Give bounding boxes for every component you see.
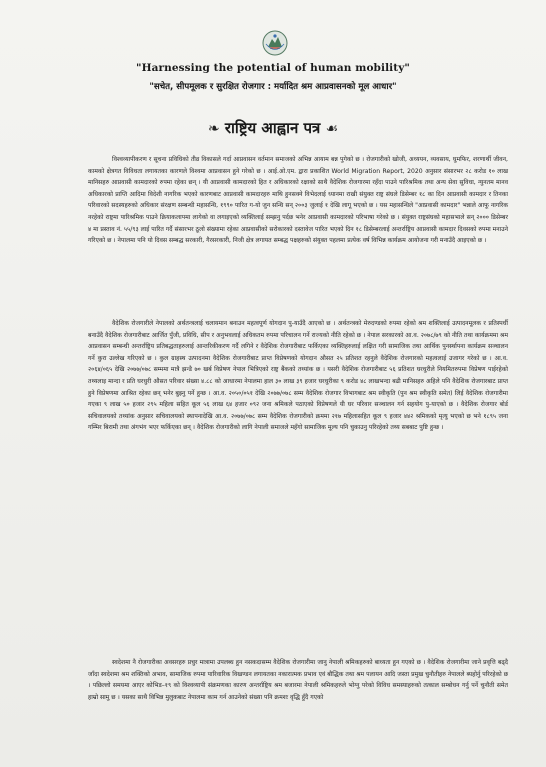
body-paragraph: वैदेशिक रोजगारीले नेपालको अर्थतन्त्रलाई चलायमान बनाउन महत्वपूर्ण योगदान पु-याउँदै आएको छ । अर्थतन्त्रको मेरुदण्डको रुपमा रहेको श्रम शक्तिलाई उत्पादनमूलक र प्रतिस्पर्धी बनाउँदै वैदेशिक रोजगारीबाट आर्जित पुँजी, प्रविधि, सीप र अनुभवलाई अधिकतम रुपमा परिचालन गर्ने राज्यको नीति रहेको छ । नेपाल सरकारको आ.व. २०७८/७९ को नीति तथा कार्यक्रममा श्रम आप्रवासन सम्बन्धी अन्तर्राष्ट्रिय प्रतिबद्धताहरुलाई आन्तरिकीकरण गर्दै लगिने र वैदेशिक रोजगारीबाट फर्किएका व्यक्तिहरुलाई लक्षित गरी सामाजिक तथा आर्थिक पुनर्स्थापना कार्यक्रम सञ्चालन गर्ने कुरा उल्लेख गरिएको छ । कुल ग्राहस्थ उत्पादनमा वैदेशिक रोजगारीबाट प्राप्त विप्रेषणको योगदान औसत २५ प्रतिशत रहनुले वैदेशिक रोजगारको महत्वलाई उजागर गरेको छ । आ.व. २०६४/०६५ देखि २०७७/०७८ सम्ममा मात्रै झन्डै ७० खर्ब विप्रेषण नेपाल भित्रिएको राष्ट्र बैंकको तथ्यांक छ । यसरी वैदेशिक रोजगारीबाट ५६ प्रतिशत घरधुरीले नियमितरुपमा विप्रेषण पाईरहेको तथ्यलाइ मान्दा र प्रति घरधुरी औसत परिवार संख्या ४.८८ को आधारमा नेपालमा हाल ३० लाख ३९ हजार घरधुरीका ९ करोड ४८ लाखभन्दा बढी मानिसहरु अहिले पनि वैदेशिक रोजगारबाट प्राप्त हुने विप्रेषणमा आश्रित रहेका छन् भनेर बुझ्नु पर्ने हुन्छ । आ.व. २०५०/०५१ देखि २०७७/०७८ सम्म वैदेशिक रोजगार विभागबाट श्रम स्वीकृति (पुन श्रम स्वीकृति समेत) लिई वैदेशिक रोजगारीमा गएका ९ लाख ५० हजार २९५ महिला सहित कूल ५६ लाख ६४ हजार ०९२ जना श्रमिकले पठाएको विप्रेषणले यी घर परिवार सञ्चालन गर्न सहयोग पु-याएको छ । वैदेशिक रोजगार बोर्ड सचिवालयको तथ्यांक अनुसार सचिवालयको स्थापनादेखि आ.व. २०७७/०७८ सम्म वैदेशिक रोजगारीको क्रममा २१७ महिलासहित कूल ९ हजार ४४२ श्रमिकको मृत्यु भएको छ भने १८९५ जना गम्भिर बिरामी तथा अंगभंग भएर फर्किएका छन् । वैदेशिक रोजगारीको लागि नेपाली समाजले महँगो सामाजिक मूल्य पनि चुकाउनु परिरहेको तथ्य सबबाट पुष्टि हुन्छ ।: [88, 320, 508, 432]
motto-heading: "Harnessing the potential of human mobility": [136, 62, 410, 74]
ornament-left-icon: ❧: [207, 121, 220, 137]
document-title-text: राष्ट्रिय आह्वान पत्र: [224, 119, 321, 137]
body-paragraph: विश्वव्यापीकरण र सूचना प्रविधिको तीव्र विकासले गर्दा आप्रवासन वर्तमान समाजको अभिन्न आयाम बन्न पुगेको छ । रोजगारीको खोजी, अध्ययन, व्यवसाय, घुमफिर, शरणार्थी जीवन, कामको क्षेत्रगत विविधता लगायतका कारणले विश्वमा आप्रवासन हुने गरेको छ । आई.ओ.एम. द्वारा प्रकाशित World Migration Report, 2020 अनुसार संसारभर २८ करोड १० लाख मानिसहरु आप्रवासी कामदारको रुपमा रहेका छन् । यी आप्रवासी कामदारको हित र अधिकारको रक्षाको साथै वैदेशिक रोजगारमा रहँदा पाउने पारिश्रमिक तथा अन्य सेवा सुविधा, न्युनतम मानव अधिकारको प्राप्ति आदिमा विदेशी नागरिक भएको कारणबाट आप्रवासी कामदारहरु माथि हुनसक्ने विभेदलाई ध्यानमा राखी संयुक्त राष्ट्र संघले डिसेम्बर १८ का दिन आप्रवासी कामदार र तिनका परिवारको सदस्यहरुको अधिकार संरक्षण सम्बन्धी महासन्धि, १९९० पारित ग-यो जुन सन्धि सन् २००३ जुलाई १ देखि लागू भएको छ । यस महासन्धिले "आप्रवासी कामदार" भन्नाले आफू नागरिक नरहेको राष्ट्रमा पारिश्रमिक पाउने क्रियाकलापमा लागेको वा लगाइएको व्यक्तिलाई सम्झनु पर्दछ भनेर आप्रवासी कामदारको परिभाषा गरेको छ । संयुक्त राष्ट्रसंघको महासभाले सन् २००० डिसेम्बर ४ मा प्रस्ताव नं. ५५/९३ लाई पारित गर्दै संसारभर ठूलो संख्यामा रहेका आप्रवासीको सरोकारको दस्तावेज पारित भएको दिन १८ डिसेम्बरलाई अन्तर्राष्ट्रिय आप्रवासी कामदार दिवसको रुपमा मनाउने गरिएको छ । नेपालमा पनि यो दिवस सम्बद्ध सरकारी, गैरसरकारी, निजी क्षेत्र लगायत सम्बद्ध पक्षहरुको संयुक्त पहलमा प्रत्येक वर्ष विभिन्न कार्यक्रम आयोजना गरी मनाउँदै आइएको छ ।: [88, 156, 508, 245]
ornament-right-icon: ☙: [325, 121, 339, 137]
document-title: [0, 118, 546, 138]
government-emblem-icon: [262, 30, 288, 56]
body-paragraph: स्वदेशमा नै रोजगारीका अवसरहरु प्रचुर मात्रामा उपलब्ध हुन नसकदासम्म वैदेशिक रोजगारीमा जानु नेपाली श्रमिकहरुको बाध्यता हुन गएको छ । वैदेशिक रोजगारीमा जाने प्रवृत्ति बढ्दै जाँदा स्वदेशमा श्रम शक्तिको अभाव, सामाजिक रुपमा पारिवारिक विखण्डन लगायतका नकारात्मक प्रभाव एवं बौद्धिक तथा श्रम पलायन आदि जस्ता प्रमुख चुनौतीहरु नेपालले ब्यहोर्नु परिरहेको छ । पछिल्लो समयमा आएर कोभिड–१९ को विश्वव्यापी संक्रमणका कारण अन्तर्राष्ट्रिय श्रम बजारमा नेपाली श्रमिकहरुले भोग्नु परेको विविध समस्याहरुको तत्काल सम्बोधन गर्नु पर्ने चुनौती समेत हाम्रो सामु छ । यसका साथै विभिन्न मुलुकबाट नेपालमा काम गर्न आउनेको संख्या पनि क्रमशः वृद्धि हुँदै गएको: [88, 659, 508, 701]
subtitle-heading: "सचेत, सीपमूलक र सुरक्षित रोजगार : मर्यादित श्रम आप्रवासनको मूल आधार": [149, 82, 397, 92]
